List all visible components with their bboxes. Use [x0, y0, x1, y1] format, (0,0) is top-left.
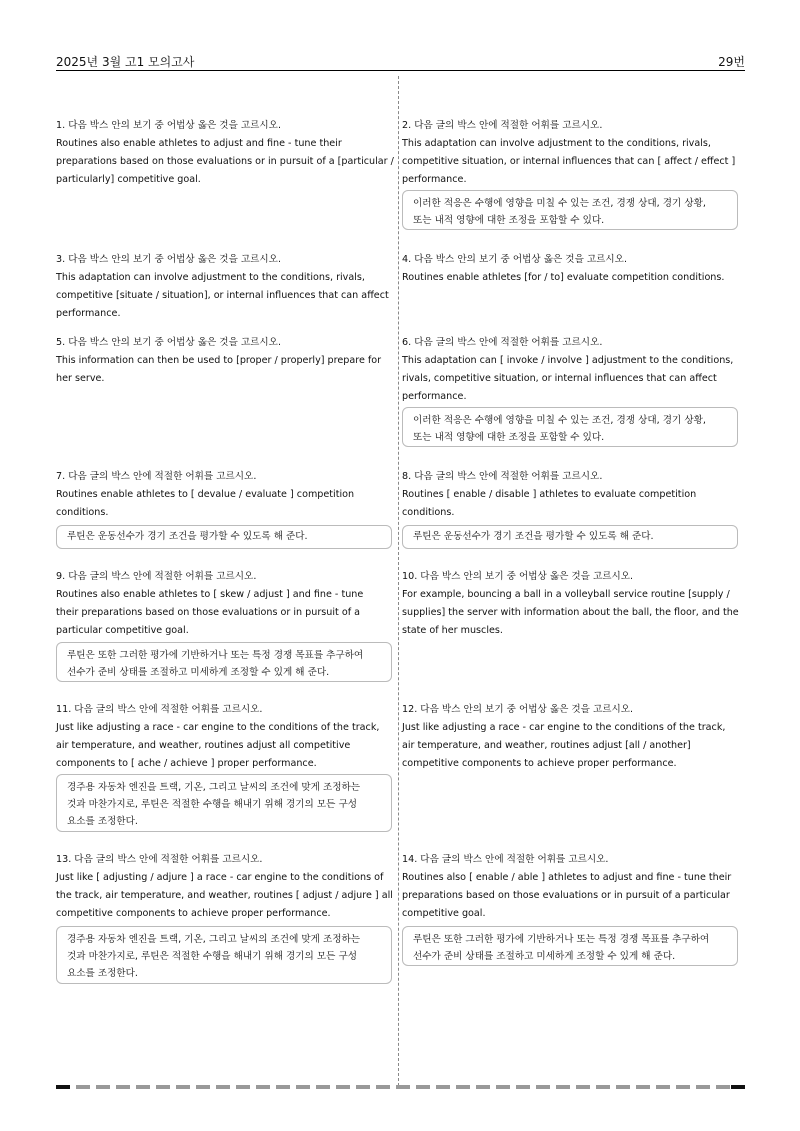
translation-box — [402, 926, 738, 966]
question-heading: 13. 다음 글의 박스 안에 적절한 어휘를 고르시오. — [56, 854, 263, 865]
exam-title: 2025년 3월 고1 모의고사 — [56, 55, 195, 69]
question-text-line: Routines enable athletes to [ devalue / evaluate ] competition — [56, 489, 355, 500]
question-text-line: This information can then be used to [proper / properly] prepare for — [56, 355, 382, 366]
translation-box — [56, 525, 392, 549]
question-text-line: their preparations based on those evaluations or in pursuit of a — [56, 607, 361, 618]
question-heading: 3. 다음 박스 안의 보기 중 어법상 옳은 것을 고르시오. — [56, 254, 281, 265]
question-text-line: competitive components to achieve proper performance. — [402, 758, 677, 769]
question-text-line: competitive goal. — [402, 908, 486, 919]
question-text-line: air temperature, and weather, routines adjust all competitive — [56, 740, 351, 751]
question-heading: 4. 다음 박스 안의 보기 중 어법상 옳은 것을 고르시오. — [402, 254, 627, 265]
question-text-line: conditions. — [56, 507, 109, 518]
question-text-line: components to [ ache / achieve ] proper performance. — [56, 758, 317, 769]
translation-line: 경주용 자동차 엔진을 트랙, 기온, 그리고 날씨의 조건에 맞게 조정하는 — [67, 782, 361, 793]
question-text-line: Routines [ enable / disable ] athletes to evaluate competition — [402, 489, 697, 500]
question-text-line: conditions. — [402, 507, 455, 518]
question-text-line: performance. — [56, 308, 121, 319]
translation-box — [56, 926, 392, 984]
translation-line: 또는 내적 영향에 대한 조정을 포함할 수 있다. — [413, 432, 605, 443]
translation-line: 루틴은 또한 그러한 평가에 기반하거나 또는 특정 경쟁 목표를 추구하여 — [413, 934, 710, 945]
question-text-line: particular competitive goal. — [56, 625, 189, 636]
translation-line: 요소를 조정한다. — [67, 816, 138, 827]
translation-line: 것과 마찬가지로, 루틴은 적절한 수행을 해내기 위해 경기의 모든 구성 — [67, 951, 357, 962]
question-heading: 7. 다음 글의 박스 안에 적절한 어휘를 고르시오. — [56, 471, 257, 482]
question-8 — [402, 468, 744, 522]
question-text-line: Routines also enable athletes to adjust and fine - tune their — [56, 138, 342, 149]
question-heading: 14. 다음 글의 박스 안에 적절한 어휘를 고르시오. — [402, 854, 609, 865]
question-text-line: rivals, competitive situation, or internal influences that can affect — [402, 373, 717, 384]
question-text-line: Routines also enable athletes to [ skew / adjust ] and fine - tune — [56, 589, 364, 600]
question-text-line: her serve. — [56, 373, 105, 384]
question-14 — [402, 851, 744, 923]
question-text-line: state of her muscles. — [402, 625, 503, 636]
question-text-line: This adaptation can [ invoke / involve ] adjustment to the conditions, — [402, 355, 734, 366]
question-text-line: preparations based on those evaluations or in pursuit of a [particular / — [56, 156, 394, 167]
translation-line: 루틴은 운동선수가 경기 조건을 평가할 수 있도록 해 준다. — [413, 531, 654, 542]
translation-line: 경주용 자동차 엔진을 트랙, 기온, 그리고 날씨의 조건에 맞게 조정하는 — [67, 934, 361, 945]
question-text-line: air temperature, and weather, routines adjust [all / another] — [402, 740, 691, 751]
page-header — [56, 56, 745, 71]
question-7 — [56, 468, 394, 522]
question-text-line: Routines enable athletes [for / to] evaluate competition conditions. — [402, 272, 725, 283]
translation-line: 선수가 준비 상태를 조절하고 미세하게 조정할 수 있게 해 준다. — [67, 667, 330, 678]
question-text-line: particularly] competitive goal. — [56, 174, 201, 185]
question-heading: 9. 다음 글의 박스 안에 적절한 어휘를 고르시오. — [56, 571, 257, 582]
translation-box — [402, 525, 738, 549]
question-text-line: competitive [situate / situation], or internal influences that can affect — [56, 290, 389, 301]
translation-line: 또는 내적 영향에 대한 조정을 포함할 수 있다. — [413, 215, 605, 226]
question-10 — [402, 568, 744, 640]
question-heading: 6. 다음 글의 박스 안에 적절한 어휘를 고르시오. — [402, 337, 603, 348]
translation-line: 이러한 적응은 수행에 영향을 미칠 수 있는 조건, 경쟁 상대, 경기 상황, — [413, 415, 706, 426]
question-heading: 10. 다음 박스 안의 보기 중 어법상 옳은 것을 고르시오. — [402, 571, 634, 582]
question-text-line: This adaptation can involve adjustment to the conditions, rivals, — [402, 138, 711, 149]
question-11 — [56, 701, 394, 773]
footer-cap-left — [56, 1085, 70, 1089]
translation-line: 선수가 준비 상태를 조절하고 미세하게 조정할 수 있게 해 준다. — [413, 951, 676, 962]
question-13 — [56, 851, 394, 923]
question-heading: 5. 다음 박스 안의 보기 중 어법상 옳은 것을 고르시오. — [56, 337, 281, 348]
question-heading: 1. 다음 박스 안의 보기 중 어법상 옳은 것을 고르시오. — [56, 120, 281, 131]
footer-bar — [56, 1085, 745, 1089]
translation-line: 루틴은 운동선수가 경기 조건을 평가할 수 있도록 해 준다. — [67, 531, 308, 542]
question-heading: 8. 다음 글의 박스 안에 적절한 어휘를 고르시오. — [402, 471, 603, 482]
question-text-line: competitive components to achieve proper performance. — [56, 908, 331, 919]
question-12 — [402, 701, 744, 773]
translation-line: 이러한 적응은 수행에 영향을 미칠 수 있는 조건, 경쟁 상대, 경기 상황, — [413, 198, 706, 209]
translation-box — [56, 774, 392, 832]
question-9 — [56, 568, 394, 640]
footer-cap-right — [731, 1085, 745, 1089]
question-heading: 2. 다음 글의 박스 안에 적절한 어휘를 고르시오. — [402, 120, 603, 131]
translation-box — [402, 190, 738, 230]
question-text-line: performance. — [402, 174, 467, 185]
question-text-line: Routines also [ enable / able ] athletes to adjust and fine - tune their — [402, 872, 732, 883]
translation-line: 루틴은 또한 그러한 평가에 기반하거나 또는 특정 경쟁 목표를 추구하여 — [67, 650, 364, 661]
question-text-line: the track, air temperature, and weather, routines [ adjust / adjure ] all — [56, 890, 393, 901]
question-text-line: competitive situation, or internal influences that can [ affect / effect ] — [402, 156, 736, 167]
question-number: 29번 — [718, 55, 745, 69]
question-text-line: supplies] the server with information about the ball, the floor, and the — [402, 607, 739, 618]
question-5 — [56, 334, 394, 388]
question-heading: 11. 다음 글의 박스 안에 적절한 어휘를 고르시오. — [56, 704, 263, 715]
translation-box — [402, 407, 738, 447]
question-text-line: Just like [ adjusting / adjure ] a race - car engine to the conditions of — [56, 872, 384, 883]
question-2 — [402, 117, 744, 189]
question-text-line: preparations based on those evaluations or in pursuit of a particular — [402, 890, 730, 901]
question-text-line: performance. — [402, 391, 467, 402]
column-divider — [398, 76, 399, 1086]
question-text-line: For example, bouncing a ball in a volleyball service routine [supply / — [402, 589, 730, 600]
translation-line: 것과 마찬가지로, 루틴은 적절한 수행을 해내기 위해 경기의 모든 구성 — [67, 799, 357, 810]
question-6 — [402, 334, 744, 406]
question-3 — [56, 251, 394, 323]
question-text-line: Just like adjusting a race - car engine to the conditions of the track, — [56, 722, 380, 733]
translation-box — [56, 642, 392, 682]
question-text-line: This adaptation can involve adjustment to the conditions, rivals, — [56, 272, 365, 283]
question-1 — [56, 117, 394, 189]
question-4 — [402, 251, 744, 287]
question-text-line: Just like adjusting a race - car engine to the conditions of the track, — [402, 722, 726, 733]
translation-line: 요소를 조정한다. — [67, 968, 138, 979]
question-heading: 12. 다음 박스 안의 보기 중 어법상 옳은 것을 고르시오. — [402, 704, 634, 715]
